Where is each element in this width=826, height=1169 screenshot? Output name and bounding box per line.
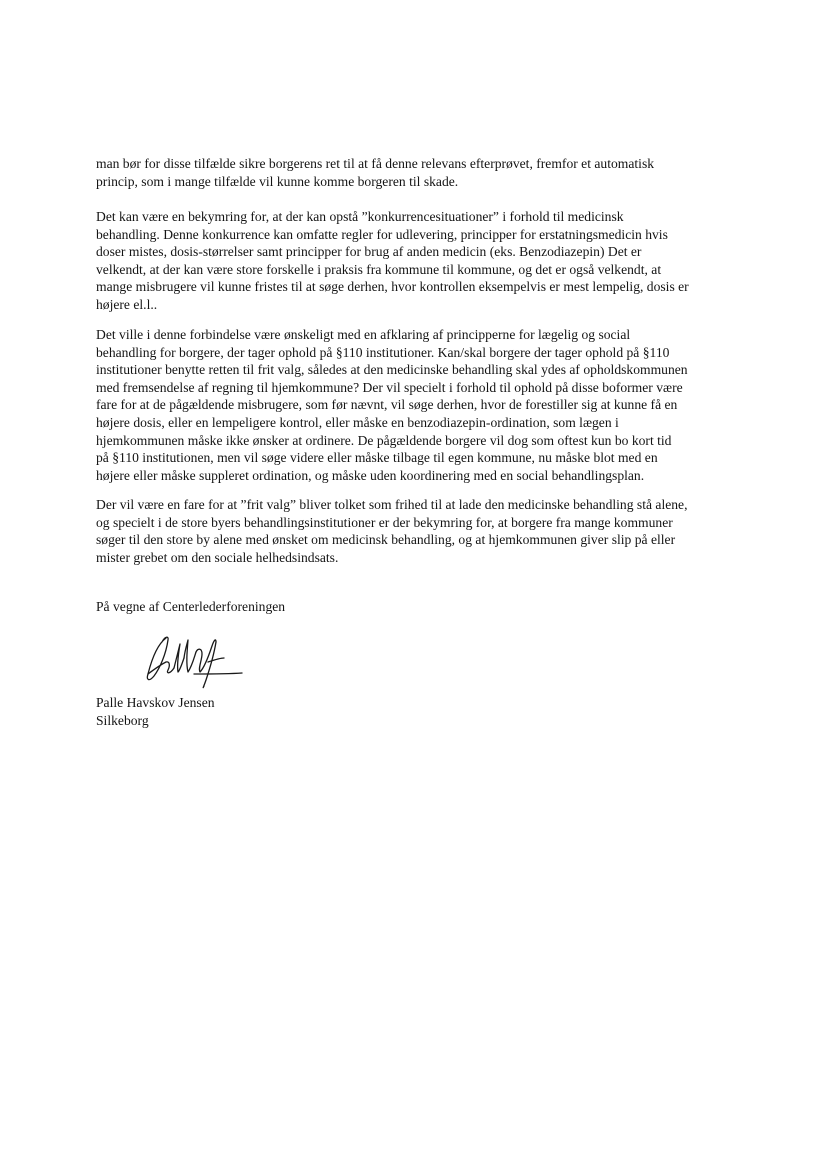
paragraph-3 (96, 326, 736, 484)
signer-city: Silkeborg (96, 712, 149, 728)
paragraph-line: højere el.l.. (96, 296, 158, 312)
signer-block (96, 694, 215, 729)
paragraph-line: Det kan være en bekymring for, at der kan opstå ”konkurrencesituationer” i forhold til medicinsk (96, 209, 624, 224)
paragraph-line: behandling. Denne konkurrence kan omfatte regler for udlevering, principper for erstatningsmedicin hvis (96, 226, 668, 242)
paragraph-line: højere eller måske suppleret ordination, og måske uden koordinering med en social behandlingsplan. (96, 467, 645, 483)
paragraph-line: Der vil være en fare for at ”frit valg” bliver tolket som frihed til at lade den medicinske behandling stå alene, (96, 497, 688, 512)
paragraph-line: fare for at de pågældende misbrugere, som før nævnt, vil søge derhen, hvor de forestiller sig at kunne få en (96, 397, 678, 413)
paragraph-line: på §110 institutionen, men vil søge videre eller måske tilbage til egen kommune, nu måske blot med en (96, 450, 658, 466)
paragraph-line: man bør for disse tilfælde sikre borgerens ret til at få denne relevans efterprøvet, fremfor et automatisk (96, 156, 655, 171)
paragraph-line: mange misbrugere vil kunne fristes til at søge derhen, hvor kontrollen eksempelvis er mest lempelig, dosis er (96, 279, 689, 295)
paragraph-line: med fremsendelse af regning til hjemkommune? Der vil specielt i forhold til ophold på disse boformer være (96, 379, 683, 395)
handwritten-signature-icon (132, 628, 252, 694)
paragraph-4 (96, 496, 736, 566)
paragraph-line: princip, som i mange tilfælde vil kunne komme borgeren til skade. (96, 173, 459, 189)
paragraph-line: og specielt i de store byers behandlingsinstitutioner er der bekymring for, at borgere fra mange kommuner (96, 514, 673, 530)
paragraph-line: højere dosis, eller en lempeligere kontrol, eller måske en benzodiazepin-ordination, som lægen i (96, 414, 619, 430)
paragraph-line: søger til den store by alene med ønsket om medicinsk behandling, og at hjemkommunen giver slip på eller (96, 532, 676, 548)
paragraph-line: velkendt, at der kan være store forskelle i praksis fra kommune til kommune, og det er også velkendt, at (96, 261, 662, 277)
paragraph-line: mister grebet om den sociale helhedsindsats. (96, 549, 339, 565)
paragraph-1 (96, 155, 736, 190)
closing-line: På vegne af Centerlederforeningen (96, 599, 286, 614)
paragraph-line: Det ville i denne forbindelse være ønskeligt med en afklaring af principperne for lægelig og social (96, 327, 631, 342)
signer-name: Palle Havskov Jensen (96, 695, 215, 710)
paragraph-2 (96, 208, 736, 314)
paragraph-line: institutioner benytte retten til frit valg, således at den medicinske behandling skal ydes af opholdskommunen (96, 362, 688, 378)
paragraph-line: hjemkommunen måske ikke ønsker at ordinere. De pågældende borgere vil dog som oftest kun bo kort tid (96, 432, 672, 448)
paragraph-line: behandling for borgere, der tager ophold på §110 institutioner. Kan/skal borgere der tager ophold på §110 (96, 344, 670, 360)
paragraph-line: doser mistes, dosis-størrelser samt principper for brug af anden medicin (eks. Benzodiazepin) Det er (96, 244, 642, 260)
